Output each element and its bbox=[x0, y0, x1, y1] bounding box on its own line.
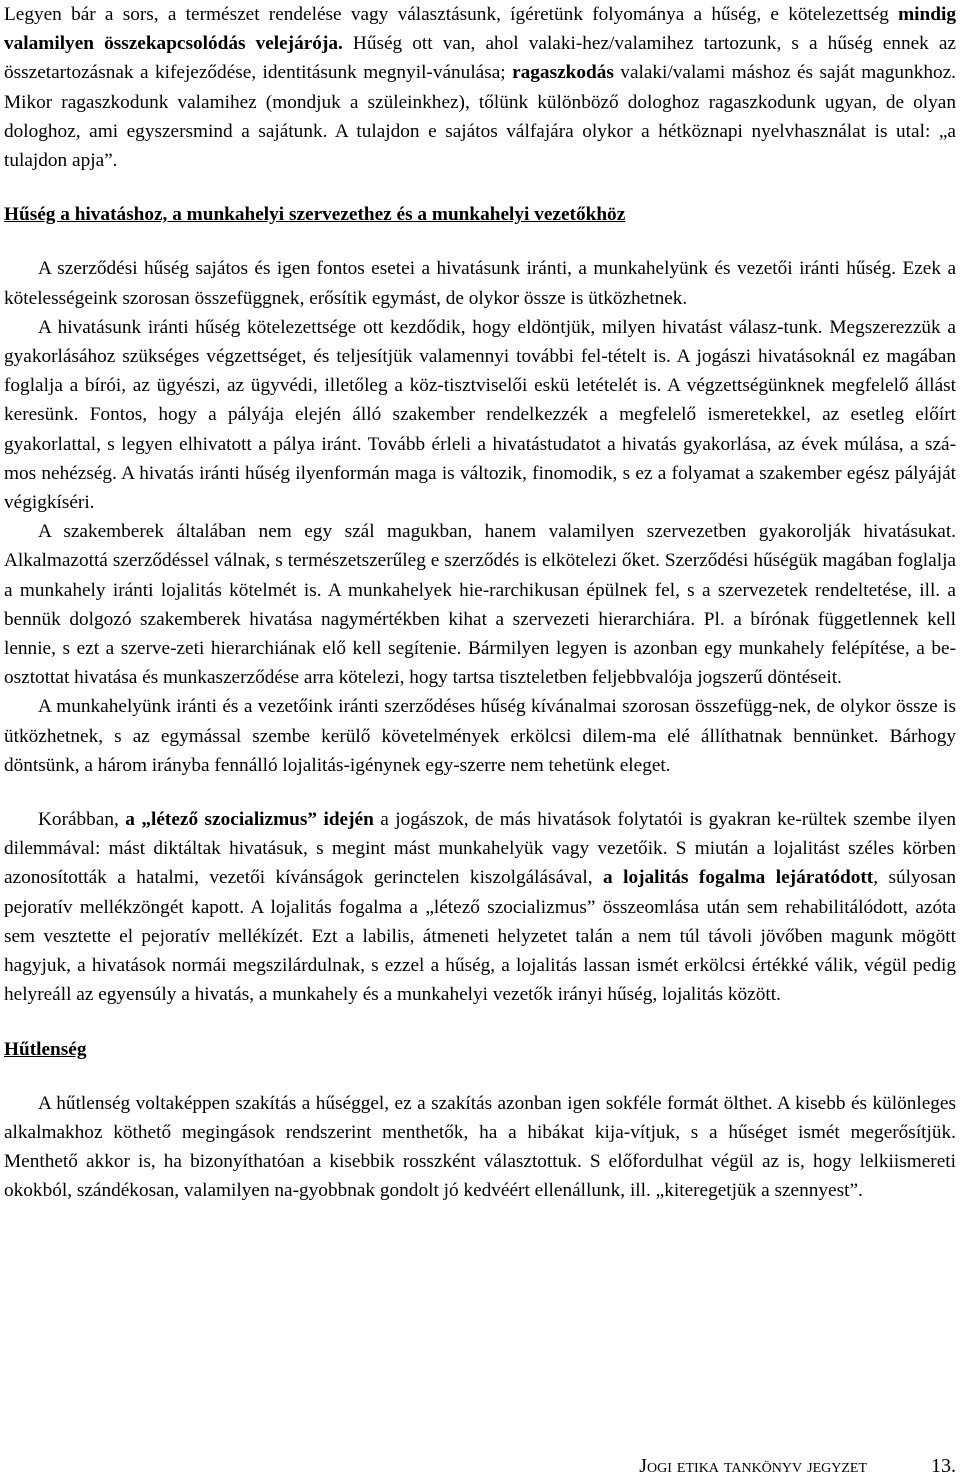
paragraph: A munkahelyünk iránti és a vezetőink iránti szerződéses hűség kívánalmai szorosan összefügg-nek, de olykor össze is ütközhetnek, s az egymással szembe kerülő követelmények erkölcsi dilem-ma elé állíthatnak bennünket. Bárhogy döntsünk, a három irányba fennálló lojalitás-igénynek egy-szerre nem tehetünk eleget. bbox=[4, 696, 956, 776]
section-heading-loyalty-profession: Hűség a hivatáshoz, a munkahelyi szervezethez és a munkahelyi vezetőkhöz bbox=[4, 204, 626, 226]
paragraph-socialism bbox=[4, 805, 956, 1009]
page-footer bbox=[0, 1455, 956, 1483]
paragraph-text: , súlyosan pejoratív mellékzöngét kapott. A lojalitás fogalma a „létező szocializmus” összeomlása után sem rehabilitálódott, azóta sem vesztette el pejoratív mellékízét. Ezt a labilis, átmeneti helyzetet talán a nem túl távoli jövőben magunk mögött hagyjuk, a hivatások normái megszilárdulnak, s ezzel a hűség, a lojalitás lassan ismét erkölcsi értékké válik, végül pedig helyreáll az egyensúly a hivatás, a munkahely és a munkahelyi vezetők irányi hűség, lojalitás között. bbox=[4, 867, 956, 1006]
page-body bbox=[4, 0, 956, 1206]
paragraph: A hivatásunk iránti hűség kötelezettsége ott kezdődik, hogy eldöntjük, milyen hivatást válasz-tunk. Megszerezzük a gyakorlásához szükséges végzettséget, és teljesítjük valamennyi további fel-tételt is. A jogászi hivatásoknál ez magában foglalja a bírói, az ügyészi, az ügyvédi, illetőleg a köz-tisztviselői eskü letételét is. A végzettségünknek megfelelő állást keresünk. Fontos, hogy a pályája elején álló szakember rendelkezzék a megfelelő ismeretekkel, az esetleg előírt gyakorlattal, s legyen elhivatott a pálya iránt. Tovább érleli a hivatástudatot a hivatás gyakorlása, az évek múlása, a szá-mos nehézség. A hivatás iránti hűség ilyenformán maga is változik, finomodik, s ez a folyamat a szakember egész pályáját végigkíséri. bbox=[4, 316, 956, 514]
paragraph-text: a jogászok, de más hivatások folytatói is gyakran ke-rültek szembe ilyen dilemmával: mást diktáltak hivatásuk, s megint mást munkahelyük vagy vezetőik. S miután a lojalitást széles körben azonosították a hatalmi, vezetői kívánságok gerinctelen kiszolgálásával, bbox=[4, 809, 957, 889]
intro-text-1: Legyen bár a sors, a természet rendelése vagy választásunk, ígéretünk folyománya a hűség, e kötelezettség bbox=[4, 4, 899, 25]
intro-text-3: valaki/valami máshoz és saját magunkhoz. Mikor ragaszkodunk valamihez (mondjuk a szüleinkhez), tőlünk különböző dologhoz ragaszkodunk ugyan, de olyan dologhoz, ami egyszersmind a sajátunk. A tulajdon e sajátos válfajára olykor a hétköznapi nyelvhasználat is utal: „a tulajdon apja”. bbox=[4, 62, 957, 172]
paragraph-text: Korábban, bbox=[38, 809, 126, 831]
paragraph: A szakemberek általában nem egy szál magukban, hanem valamilyen szervezetben gyakorolják hivatásukat. Alkalmazottá szerződéssel válnak, s természetszerűleg e szerződés is elkötelezi őket. Szerződési hűségük magában foglalja a munkahely iránti lojalitás kötelmét is. A munkahelyek hie-rarchikusan épülnek fel, s a szervezetek rendeltetése, ill. a bennük dolgozó szakemberek hivatása nagymértékben kihat a szervezeti hierarchiára. Pl. a bírónak függetlennek kell lennie, s ezt a szerve-zeti hierarchiának elő kell segítenie. Bármilyen legyen is azonban egy munkahely felépítése, a be-osztottat hivatása és munkaszerződése arra kötelezi, hogy tartsa tiszteletben feljebbvalója jogszerű döntéseit. bbox=[4, 521, 956, 689]
page-number: 13. bbox=[931, 1455, 956, 1477]
intro-emphasis-2: ragaszkodás bbox=[512, 62, 614, 84]
footer-title: Jogi etika tankönyv jegyzet bbox=[639, 1455, 867, 1477]
emphasis: a lojalitás fogalma lejáratódott bbox=[603, 867, 874, 889]
paragraph: A hűtlenség voltaképpen szakítás a hűséggel, ez a szakítás azonban igen sokféle formát ölthet. A kisebb és különleges alkalmakhoz köthető megingások rendszerint menthetők, ha a hibákat kija-vítjuk, s a hűséget ismét megerősítjük. Menthető akkor is, ha bizonyíthatóan a kisebbik rosszként választottuk. S előfordulhat végül az is, hogy lelkiismereti okokból, szándékosan, valamilyen na-gyobbnak gondolt jó kedvéért ellenállunk, ill. „kiteregetjük a szennyest”. bbox=[4, 1092, 956, 1202]
emphasis: a „létező szocializmus” idején bbox=[125, 809, 374, 831]
intro-text-2: Hűség ott van, ahol valaki-hez/valamihez tartozunk, s a hűség ennek az összetartozásnak a kifejeződése, identitásunk megnyil-vánulása; bbox=[4, 33, 956, 84]
section-heading-disloyalty: Hűtlenség bbox=[4, 1038, 87, 1060]
intro-paragraph bbox=[4, 0, 956, 175]
intro-emphasis-1: mindig valamilyen összekapcsolódás velejárója. bbox=[4, 4, 956, 55]
paragraph: A szerződési hűség sajátos és igen fontos esetei a hivatásunk iránti, a munkahelyünk és vezetői iránti hűség. Ezek a kötelességeink szorosan összefüggnek, erősítik egymást, de olykor össze is ütközhetnek. bbox=[4, 258, 956, 309]
